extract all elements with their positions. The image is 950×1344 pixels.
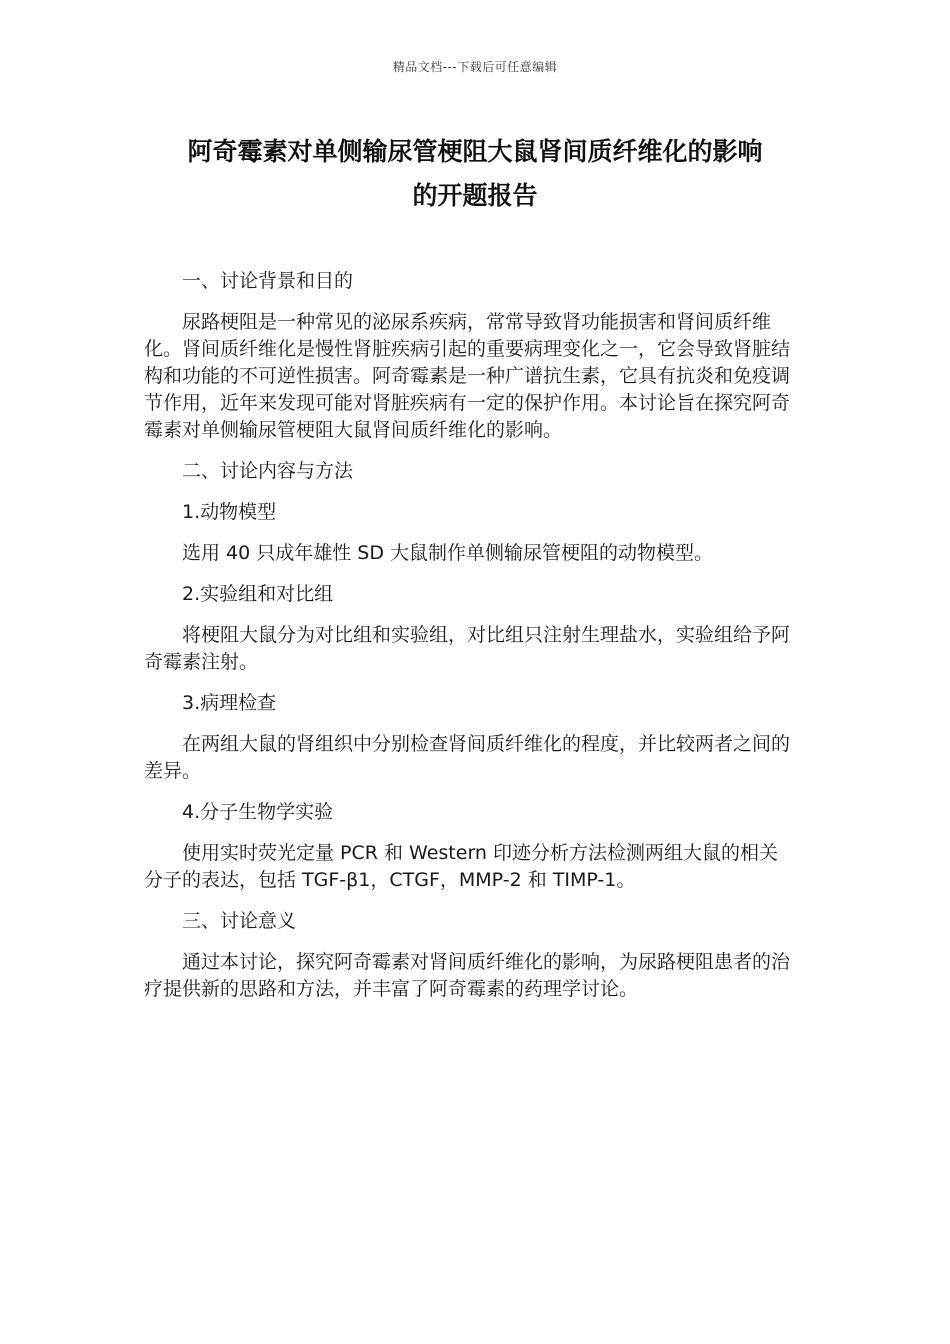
subheading-pathology: 3.病理检查 [182,692,277,714]
paragraph-molecular: 使用实时荧光定量 PCR 和 Western 印迹分析方法检测两组大鼠的相关分子的表达，包括 TGF-β1，CTGF，MMP-2 和 TIMP-1。 [144,842,779,891]
subheading-animal-model: 1.动物模型 [182,501,277,523]
paragraph-animal-model: 选用 40 只成年雄性 SD 大鼠制作单侧输尿管梗阻的动物模型。 [182,542,714,564]
section-heading-background: 一、讨论背景和目的 [182,270,354,292]
section-heading-significance: 三、讨论意义 [182,910,297,932]
subheading-groups: 2.实验组和对比组 [182,583,334,605]
title-line-1: 阿奇霉素对单侧输尿管梗阻大鼠肾间质纤维化的影响 [187,137,763,166]
paragraph-groups: 将梗阻大鼠分为对比组和实验组，对比组只注射生理盐水，实验组给予阿奇霉素注射。 [144,624,791,673]
subheading-molecular: 4.分子生物学实验 [182,801,334,823]
document-body [144,268,794,1017]
header-note: 精品文档---下载后可任意编辑 [392,60,558,74]
document-title [140,130,810,218]
paragraph-significance: 通过本讨论，探究阿奇霉素对肾间质纤维化的影响，为尿路梗阻患者的治疗提供新的思路和方法，并丰富了阿奇霉素的药理学讨论。 [144,951,791,1000]
paragraph-background: 尿路梗阻是一种常见的泌尿系疾病，常常导致肾功能损害和肾间质纤维化。肾间质纤维化是慢性肾脏疾病引起的重要病理变化之一，它会导致肾脏结构和功能的不可逆性损害。阿奇霉素是一种广谱抗生素，它具有抗炎和免疫调节作用，近年来发现可能对肾脏疾病有一定的保护作用。本讨论旨在探究阿奇霉素对单侧输尿管梗阻大鼠肾间质纤维化的影响。 [144,311,791,441]
title-line-2: 的开题报告 [412,181,538,210]
paragraph-pathology: 在两组大鼠的肾组织中分别检查肾间质纤维化的程度，并比较两者之间的差异。 [144,733,791,782]
section-heading-methods: 二、讨论内容与方法 [182,460,354,482]
